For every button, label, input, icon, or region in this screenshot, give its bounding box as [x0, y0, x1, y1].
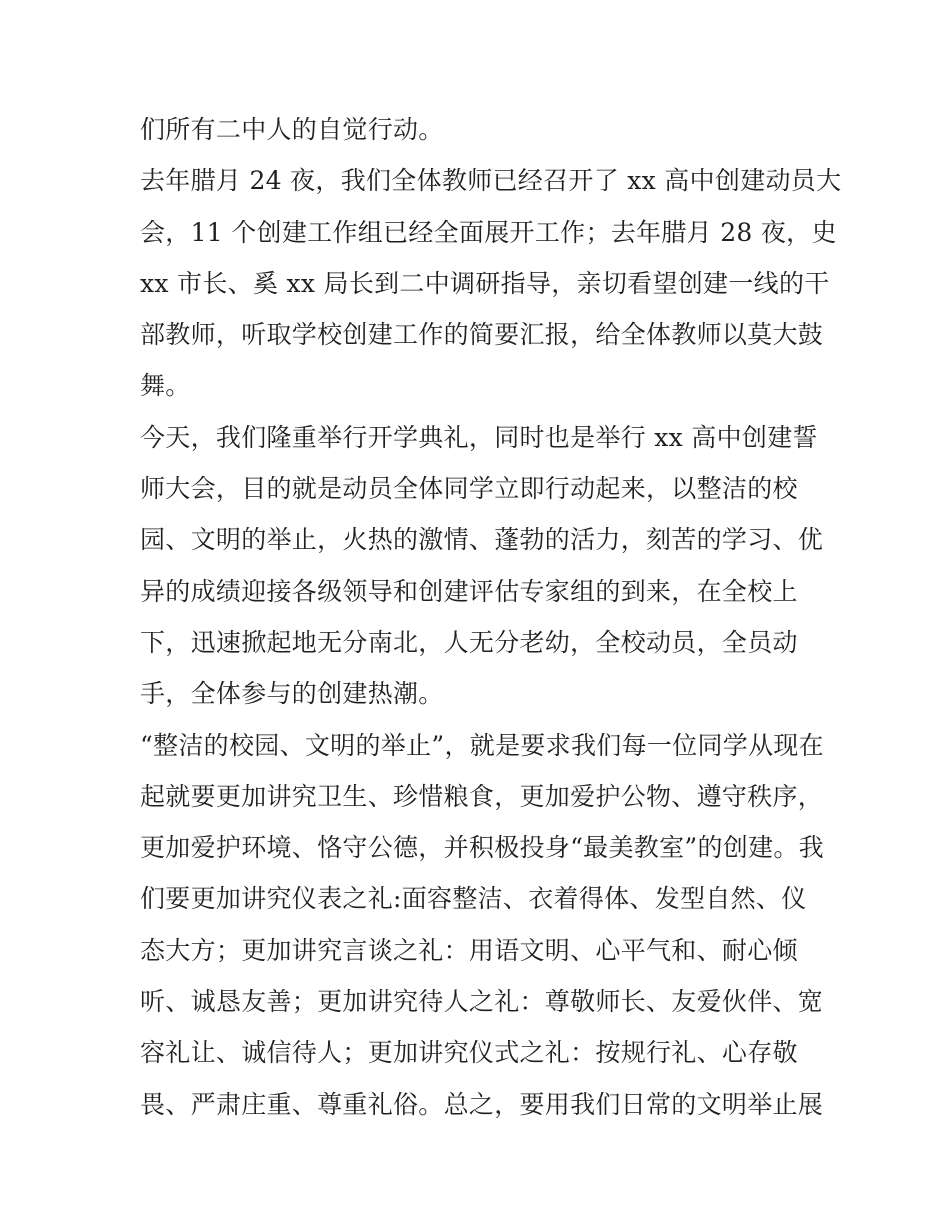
text-line-2: 去年腊月 24 夜，我们全体教师已经召开了 xx 高中创建动员大	[140, 166, 842, 196]
text-line-5: 部教师，听取学校创建工作的简要汇报，给全体教师以莫大鼓	[140, 320, 824, 350]
text-line-13: “整洁的校园、文明的举止”，就是要求我们每一位同学从现在	[140, 730, 824, 760]
text-line-10: 异的成绩迎接各级领导和创建评估专家组的到来，在全校上	[140, 576, 798, 606]
text-line-12: 手，全体参与的创建热潮。	[140, 679, 444, 709]
text-line-9: 园、文明的举止，火热的激情、蓬勃的活力，刻苦的学习、优	[140, 525, 824, 555]
text-line-17: 态大方；更加讲究言谈之礼：用语文明、心平气和、耐心倾	[140, 935, 798, 965]
text-line-18: 听、诚恳友善；更加讲究待人之礼：尊敬师长、友爱伙伴、宽	[140, 987, 824, 1017]
body-text	[140, 104, 842, 1130]
text-line-16: 们要更加讲究仪表之礼:面容整洁、衣着得体、发型自然、仪	[140, 884, 807, 914]
text-line-1: 们所有二中人的自觉行动。	[140, 115, 444, 144]
text-line-8: 师大会，目的就是动员全体同学立即行动起来，以整洁的校	[140, 474, 798, 504]
text-line-7: 今天，我们隆重举行开学典礼，同时也是举行 xx 高中创建誓	[140, 422, 818, 452]
text-line-20: 畏、严肃庄重、尊重礼俗。总之，要用我们日常的文明举止展	[140, 1089, 824, 1119]
text-line-19: 容礼让、诚信待人；更加讲究仪式之礼：按规行礼、心存敬	[140, 1038, 798, 1068]
text-line-3: 会，11 个创建工作组已经全面展开工作；去年腊月 28 夜，史	[140, 217, 837, 247]
text-line-15: 更加爱护环境、恪守公德，并积极投身“最美教室”的创建。我	[140, 833, 824, 863]
text-line-11: 下，迅速掀起地无分南北，人无分老幼，全校动员，全员动	[140, 627, 798, 657]
text-line-6: 舞。	[140, 371, 191, 401]
text-line-14: 起就要更加讲究卫生、珍惜粮食，更加爱护公物、遵守秩序，	[140, 781, 824, 811]
text-line-4: xx 市长、奚 xx 局长到二中调研指导，亲切看望创建一线的干	[140, 268, 830, 298]
